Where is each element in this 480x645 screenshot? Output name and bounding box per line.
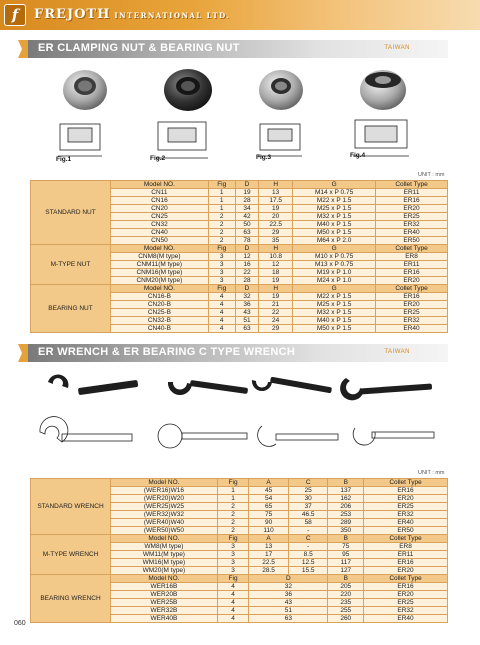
column-header: A (249, 479, 289, 487)
table-cell: WER25B (111, 599, 218, 607)
table-cell: CN32-B (111, 317, 209, 325)
column-header: Model NO. (111, 181, 209, 189)
table-cell: ER32 (376, 221, 448, 229)
table-cell: 29 (259, 229, 293, 237)
table-cell: M22 x P 1.5 (293, 197, 376, 205)
table-cell: CN25-B (111, 309, 209, 317)
table-cell: 19 (259, 293, 293, 301)
table-cell: WM11(M type) (111, 551, 218, 559)
table-cell: 42 (235, 213, 259, 221)
column-header: Fig (208, 285, 235, 293)
table-cell: 19 (259, 205, 293, 213)
nut-photo-1 (63, 70, 107, 110)
table-cell: ER32 (364, 607, 448, 615)
nut-photo-3 (259, 70, 303, 110)
table-cell: ER25 (364, 503, 448, 511)
table-cell: 34 (235, 205, 259, 213)
section1-tag: TAIWAN (384, 45, 410, 51)
table-cell: 30 (288, 495, 328, 503)
table-cell: M19 x P 1.0 (293, 269, 376, 277)
table-cell: 58 (288, 519, 328, 527)
table-cell: 1 (208, 205, 235, 213)
table-cell: ER20 (364, 567, 448, 575)
table-cell: 20 (259, 213, 293, 221)
table-cell: CN16 (111, 197, 209, 205)
table-cell: 36 (249, 591, 328, 599)
table-cell: CN25 (111, 213, 209, 221)
wrench-drawing-4 (353, 428, 434, 445)
table-cell: 28.5 (249, 567, 289, 575)
table-cell: M14 x P 0.75 (293, 189, 376, 197)
table-cell: M25 x P 1.5 (293, 205, 376, 213)
table-cell: ER11 (364, 551, 448, 559)
table-cell: 15.5 (288, 567, 328, 575)
table-cell: 22.5 (259, 221, 293, 229)
table-cell: 17.5 (259, 197, 293, 205)
column-header: G (293, 285, 376, 293)
table-cell: 4 (217, 615, 248, 623)
column-header: Model NO. (111, 575, 218, 583)
table-cell: 4 (217, 583, 248, 591)
section1-title: ER CLAMPING NUT & BEARING NUT (38, 42, 240, 54)
table-cell: 22.5 (249, 559, 289, 567)
table-cell: 17 (249, 551, 289, 559)
table-cell: 8.5 (288, 551, 328, 559)
group-label: BEARING WRENCH (31, 575, 111, 623)
wrench-drawing-1 (40, 417, 132, 442)
table-cell: 13 (249, 543, 289, 551)
table-cell: WER40B (111, 615, 218, 623)
table-cell: M64 x P 2.0 (293, 237, 376, 245)
fig-label-4: Fig.4 (350, 152, 366, 159)
table-cell: ER16 (376, 269, 448, 277)
column-header: D (249, 575, 328, 583)
column-header: Collet Type (376, 285, 448, 293)
table-cell: ER40 (364, 519, 448, 527)
table-header-row (31, 535, 448, 543)
column-header: Collet Type (364, 575, 448, 583)
table-cell: 32 (235, 293, 259, 301)
section1-header (28, 40, 448, 58)
table-header-row (31, 575, 448, 583)
table-cell: 117 (328, 559, 364, 567)
table-cell: ER16 (364, 583, 448, 591)
table-cell: 255 (328, 607, 364, 615)
table-cell: 220 (328, 591, 364, 599)
table-cell: 28 (235, 197, 259, 205)
table-cell: CNM11(M type) (111, 261, 209, 269)
table-cell: ER50 (364, 527, 448, 535)
column-header: H (259, 245, 293, 253)
table-cell: 2 (217, 527, 248, 535)
table-cell: CN40 (111, 229, 209, 237)
table-cell: 4 (217, 599, 248, 607)
brand-sub: INTERNATIONAL LTD. (114, 11, 231, 20)
table-cell: ER25 (364, 599, 448, 607)
table-cell: WER32B (111, 607, 218, 615)
table-cell: CN20 (111, 205, 209, 213)
brand-bar (0, 0, 480, 30)
table-cell: 1 (217, 487, 248, 495)
table-cell: (WER25)W25 (111, 503, 218, 511)
table-cell: 43 (249, 599, 328, 607)
column-header: Model NO. (111, 285, 209, 293)
table-cell: 3 (217, 543, 248, 551)
table-cell: ER8 (364, 543, 448, 551)
table-cell: 110 (249, 527, 289, 535)
table-cell: 2 (208, 213, 235, 221)
unit-label-2: UNIT : mm (418, 470, 445, 476)
table-cell: ER16 (376, 197, 448, 205)
column-header: Fig (208, 245, 235, 253)
nut-photo-2 (164, 69, 212, 111)
section-marker-icon (18, 344, 28, 362)
brand-logo: f (4, 4, 26, 26)
table-cell: ER16 (364, 487, 448, 495)
wrench-photo-2 (168, 380, 248, 395)
table-cell: 1 (217, 495, 248, 503)
table-cell: 2 (217, 519, 248, 527)
column-header: H (259, 285, 293, 293)
column-header: Fig (217, 575, 248, 583)
table-cell: M50 x P 1.5 (293, 325, 376, 333)
table-cell: CN50 (111, 237, 209, 245)
table-cell: CN32 (111, 221, 209, 229)
table-header-row (31, 181, 448, 189)
column-header: Collet Type (364, 535, 448, 543)
table-cell: M25 x P 1.5 (293, 301, 376, 309)
table-cell: 22 (235, 269, 259, 277)
table-cell: M50 x P 1.5 (293, 229, 376, 237)
unit-label-1: UNIT : mm (418, 172, 445, 178)
table-cell: 235 (328, 599, 364, 607)
table-cell: 63 (235, 229, 259, 237)
table-cell: WER16B (111, 583, 218, 591)
wrench-photo-4 (340, 378, 432, 400)
column-header: Fig (217, 479, 248, 487)
table-cell: ER40 (376, 325, 448, 333)
table-cell: ER11 (376, 189, 448, 197)
table-cell: - (288, 543, 328, 551)
table-cell: WER20B (111, 591, 218, 599)
table-cell: 75 (249, 511, 289, 519)
table-cell: ER16 (364, 559, 448, 567)
table-cell: ER20 (376, 205, 448, 213)
table-header-row (31, 245, 448, 253)
table-cell: 206 (328, 503, 364, 511)
table-cell: 35 (259, 237, 293, 245)
column-header: G (293, 245, 376, 253)
table-cell: 12.5 (288, 559, 328, 567)
table-cell: 13 (259, 189, 293, 197)
table-cell: 50 (235, 221, 259, 229)
nut-drawings (0, 120, 480, 165)
wrench-photo-1 (48, 375, 138, 396)
table-cell: ER16 (376, 293, 448, 301)
table-cell: 29 (259, 325, 293, 333)
table-cell: 21 (259, 301, 293, 309)
table-cell: M24 x P 1.0 (293, 277, 376, 285)
table-cell: 137 (328, 487, 364, 495)
column-header: B (328, 479, 364, 487)
group-label: BEARING NUT (31, 285, 111, 333)
table-cell: 54 (249, 495, 289, 503)
table-cell: (WER16)W16 (111, 487, 218, 495)
table-cell: 4 (208, 317, 235, 325)
column-header: Model NO. (111, 479, 218, 487)
column-header: Collet Type (376, 245, 448, 253)
column-header: C (288, 479, 328, 487)
table-cell: 2 (217, 503, 248, 511)
table-cell: CNM20(M type) (111, 277, 209, 285)
table-cell: 3 (208, 253, 235, 261)
table-cell: M32 x P 1.5 (293, 213, 376, 221)
table-cell: 4 (217, 591, 248, 599)
table-cell: ER25 (376, 213, 448, 221)
table-cell: 25 (288, 487, 328, 495)
table-cell: CNM8(M type) (111, 253, 209, 261)
table-cell: 4 (208, 293, 235, 301)
table-cell: 127 (328, 567, 364, 575)
table-cell: 37 (288, 503, 328, 511)
fig-label-2: Fig.2 (150, 155, 166, 162)
wrench-drawing-3 (258, 426, 338, 446)
table-cell: (WER20)W20 (111, 495, 218, 503)
table-cell: 3 (217, 551, 248, 559)
table-cell: ER40 (376, 229, 448, 237)
table-cell: 63 (235, 325, 259, 333)
column-header: C (288, 535, 328, 543)
column-header: D (235, 181, 259, 189)
table-cell: ER11 (376, 261, 448, 269)
table-cell: 28 (235, 277, 259, 285)
table-cell: WM8(M type) (111, 543, 218, 551)
table-cell: CN16-B (111, 293, 209, 301)
table-cell: 289 (328, 519, 364, 527)
section2-title: ER WRENCH & ER BEARING C TYPE WRENCH (38, 346, 296, 358)
table-cell: 3 (217, 567, 248, 575)
table-cell: 43 (235, 309, 259, 317)
table-cell: 51 (235, 317, 259, 325)
table-cell: 12 (235, 253, 259, 261)
table-cell: 3 (208, 269, 235, 277)
table-cell: 1 (208, 197, 235, 205)
table-cell: ER32 (376, 317, 448, 325)
table-cell: 22 (259, 309, 293, 317)
column-header: B (328, 535, 364, 543)
table-header-row (31, 479, 448, 487)
table-cell: 3 (217, 559, 248, 567)
nut-drawing-2 (156, 122, 208, 158)
column-header: Fig (217, 535, 248, 543)
table-cell: 1 (208, 189, 235, 197)
table-cell: 63 (249, 615, 328, 623)
table-cell: ER8 (376, 253, 448, 261)
table-cell: ER20 (376, 277, 448, 285)
section-marker-icon (18, 40, 28, 58)
column-header: Collet Type (364, 479, 448, 487)
table-cell: M10 x P 0.75 (293, 253, 376, 261)
column-header: D (235, 245, 259, 253)
table-cell: 36 (235, 301, 259, 309)
page-number: 060 (14, 620, 26, 627)
table-cell: 19 (235, 189, 259, 197)
table-cell: 32 (249, 583, 328, 591)
table-cell: 4 (208, 325, 235, 333)
nut-drawing-1 (58, 124, 102, 156)
wrench-drawing-2 (158, 424, 247, 448)
table-cell: 65 (249, 503, 289, 511)
table-cell: M22 x P 1.5 (293, 293, 376, 301)
table-cell: 2 (208, 237, 235, 245)
table-cell: 2 (208, 229, 235, 237)
table-cell: M40 x P 1.5 (293, 317, 376, 325)
wrench-photos (0, 372, 480, 412)
table-cell: 16 (235, 261, 259, 269)
wrench-spec-table (30, 478, 448, 623)
column-header: G (293, 181, 376, 189)
wrench-photo-3 (252, 377, 332, 394)
table-cell: WM16(M type) (111, 559, 218, 567)
table-cell: 2 (217, 511, 248, 519)
table-cell: 4 (217, 607, 248, 615)
column-header: Collet Type (376, 181, 448, 189)
column-header: B (328, 575, 364, 583)
table-cell: 260 (328, 615, 364, 623)
table-cell: ER20 (364, 591, 448, 599)
fig-label-1: Fig.1 (56, 156, 72, 163)
table-cell: 205 (328, 583, 364, 591)
group-label: STANDARD WRENCH (31, 479, 111, 535)
table-cell: CNM16(M type) (111, 269, 209, 277)
table-cell: M13 x P 0.75 (293, 261, 376, 269)
table-cell: - (288, 527, 328, 535)
table-cell: CN11 (111, 189, 209, 197)
table-cell: 4 (208, 301, 235, 309)
table-cell: ER20 (364, 495, 448, 503)
table-cell: ER20 (376, 301, 448, 309)
table-cell: 78 (235, 237, 259, 245)
table-cell: CN40-B (111, 325, 209, 333)
group-label: M-TYPE WRENCH (31, 535, 111, 575)
table-cell: 24 (259, 317, 293, 325)
column-header: D (235, 285, 259, 293)
table-cell: 19 (259, 277, 293, 285)
table-cell: ER32 (364, 511, 448, 519)
nut-photo-4 (360, 70, 406, 110)
brand-name (34, 7, 230, 22)
table-cell: 2 (208, 221, 235, 229)
table-cell: 10.8 (259, 253, 293, 261)
column-header: A (249, 535, 289, 543)
group-label: STANDARD NUT (31, 181, 111, 245)
table-cell: ER40 (364, 615, 448, 623)
column-header: H (259, 181, 293, 189)
table-cell: 12 (259, 261, 293, 269)
table-cell: 90 (249, 519, 289, 527)
table-cell: 350 (328, 527, 364, 535)
table-cell: WM20(M type) (111, 567, 218, 575)
table-header-row (31, 285, 448, 293)
table-cell: (WER40)W40 (111, 519, 218, 527)
table-cell: ER50 (376, 237, 448, 245)
nut-photos (0, 62, 480, 122)
column-header: Fig (208, 181, 235, 189)
table-cell: 3 (208, 261, 235, 269)
table-cell: 95 (328, 551, 364, 559)
nut-drawing-4 (353, 120, 409, 156)
table-cell: 51 (249, 607, 328, 615)
nut-spec-table (30, 180, 448, 333)
table-cell: 46.5 (288, 511, 328, 519)
table-cell: 3 (208, 277, 235, 285)
fig-label-3: Fig.3 (256, 154, 272, 161)
table-cell: 253 (328, 511, 364, 519)
table-cell: 45 (249, 487, 289, 495)
column-header: Model NO. (111, 245, 209, 253)
table-cell: 162 (328, 495, 364, 503)
table-cell: 4 (208, 309, 235, 317)
table-cell: 75 (328, 543, 364, 551)
section2-header (28, 344, 448, 362)
table-cell: 18 (259, 269, 293, 277)
table-cell: (WER32)W32 (111, 511, 218, 519)
wrench-drawings (0, 420, 480, 460)
table-cell: (WER50)W50 (111, 527, 218, 535)
brand-name-text: FREJOTH (34, 7, 111, 22)
table-cell: CN20-B (111, 301, 209, 309)
group-label: M-TYPE NUT (31, 245, 111, 285)
section2-tag: TAIWAN (384, 349, 410, 355)
table-cell: ER25 (376, 309, 448, 317)
nut-drawing-3 (258, 124, 302, 156)
column-header: Model NO. (111, 535, 218, 543)
table-cell: M40 x P 1.5 (293, 221, 376, 229)
table-cell: M32 x P 1.5 (293, 309, 376, 317)
